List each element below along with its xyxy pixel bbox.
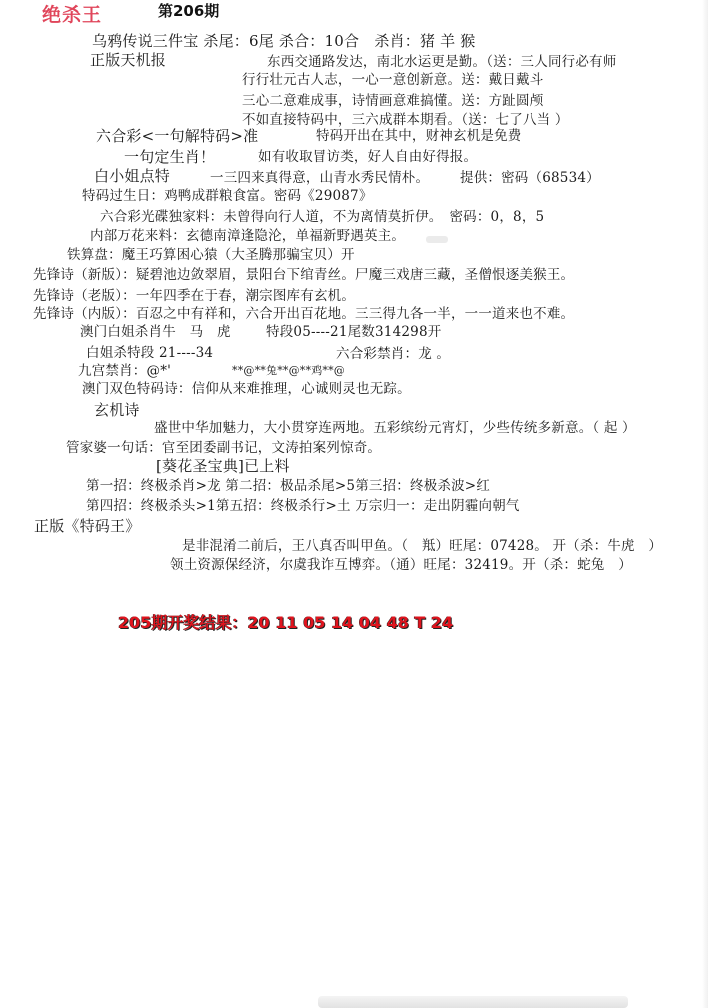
line-temawang-1: 是非混淆二前后，王八真否叫甲鱼。（ 羝）旺尾：07428。 开（杀：牛虎 ）	[182, 538, 663, 554]
line-baixiaojie-code: 提供：密码（68534）	[460, 170, 600, 186]
line-baijie-section: 白姐杀特段 21----34	[86, 345, 214, 361]
draw-result: 205期开奖结果：20 11 05 14 04 48 T 24	[118, 613, 454, 632]
line-baixiaojie-title: 白小姐点特	[94, 167, 171, 185]
line-poem-3: 三心二意难成事，诗情画意难搞懂。送：方趾圆颅	[242, 93, 544, 109]
line-birthday: 特码过生日：鸡鸭成群粮食富。密码《29087》	[82, 188, 373, 204]
line-yijujie-text: 特码开出在其中，财神玄机是免费	[316, 128, 522, 144]
line-shengxiao-title: 一句定生肖！	[124, 148, 216, 166]
line-guanjiapo: 管家婆一句话：官至团委副书记，文涛拍案列惊奇。	[66, 440, 382, 456]
line-xianfeng-old: 先锋诗（老版）：一年四季在于春，潮宗图库有玄机。	[33, 288, 356, 304]
line-moves-2: 第四招：终极杀头>1第五招：终极杀行>土 万宗归一：走出阴霾向朝气	[86, 498, 520, 514]
line-macau-kill: 澳门白姐杀肖牛 马 虎	[80, 324, 231, 340]
page-title: 绝杀王	[42, 4, 103, 26]
line-macau-section: 特段05----21尾数314298开	[266, 324, 442, 340]
line-yijujie-title: 六合彩<一句解特码>准	[96, 127, 259, 145]
line-forbidden-zodiac: 六合彩禁肖：龙 。	[336, 346, 451, 362]
line-disc: 六合彩光碟独家料：未曾得向行人道，不为离情莫折伊。 密码：0，8，5	[100, 209, 545, 225]
line-temawang-title: 正版《特码王》	[34, 517, 141, 535]
line-baixiaojie-text: 一三四来真得意，山青水秀民情朴。	[210, 170, 430, 186]
line-poem-2: 行行壮元古人志，一心一意创新意。送：戴日戴斗	[242, 72, 544, 88]
line-wanhua: 内部万花来料：玄德南漳逢隐沦，单福新野遇英主。	[90, 228, 406, 244]
line-poem-4: 不如直接特码中，三六成群本期看。（送：七了八当 ）	[242, 112, 569, 128]
line-poem-1: 东西交通路发达，南北水运更是勤。（送：三人同行必有师	[267, 54, 617, 70]
line-jiugong: 九宫禁肖：@*'	[78, 363, 172, 379]
line-shengxiao-text: 如有收取冒访类，好人自由好得报。	[258, 149, 478, 165]
smudge	[426, 236, 448, 243]
line-tiesuanpan: 铁算盘：魔王巧算困心猿（大圣腾那骗宝贝）开	[67, 247, 355, 263]
line-kuihua-title: [葵花圣宝典]已上料	[156, 457, 290, 475]
line-xuanji-poem: 盛世中华加魅力，大小贯穿连两地。五彩缤纷元宵灯，少些传统多新意。（ 起 ）	[154, 420, 636, 436]
line-moves-1: 第一招：终极杀肖>龙 第二招：极品杀尾>5第三招：终极杀波>红	[86, 478, 491, 494]
line-temawang-2: 领土资源保经济，尔虞我诈互博弈。（通）旺尾：32419。开（杀：蛇兔 ）	[170, 557, 632, 573]
line-tianjibao-title: 正版天机报	[90, 51, 167, 69]
issue-number: 第206期	[158, 2, 220, 20]
line-jiugong-codes: **@**兔**@**鸡**@	[232, 364, 345, 377]
line-wuya: 乌鸦传说三件宝 杀尾：6尾 杀合：10合 杀肖：猪 羊 猴	[92, 32, 476, 50]
line-xianfeng-inner: 先锋诗（内版）：百忍之中有祥和，六合开出百花地。三三得九各一半，一一道来也不难。	[33, 306, 575, 322]
page-edge-shadow	[702, 0, 708, 1008]
line-xuanji-title: 玄机诗	[94, 401, 140, 419]
line-double-color: 澳门双色特码诗：信仰从来难推理，心诚则灵也无踪。	[82, 381, 411, 397]
line-xianfeng-new: 先锋诗（新版）：疑碧池边敛翠眉，景阳台下绾青丝。尸魔三戏唐三藏，圣僧恨逐美猴王。	[33, 267, 575, 283]
bottom-smudge	[318, 996, 628, 1008]
